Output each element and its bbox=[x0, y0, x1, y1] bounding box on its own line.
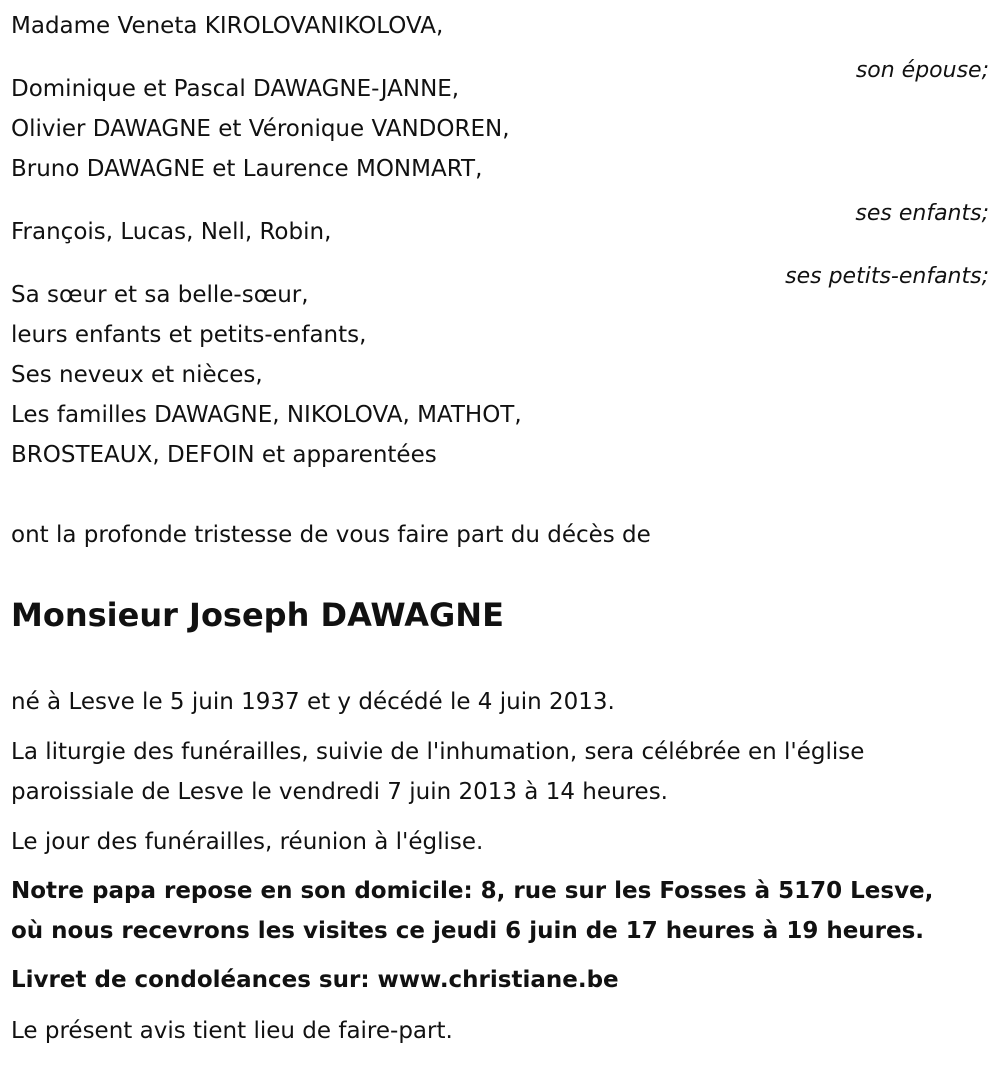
announcement-text: ont la profonde tristesse de vous faire part du décès de bbox=[11, 522, 651, 548]
spouse-role: son épouse; bbox=[855, 58, 989, 83]
liturgy-line: La liturgie des funérailles, suivie de l'inhumation, sera célébrée en l'église bbox=[11, 739, 865, 765]
grandchildren-role: ses petits-enfants; bbox=[785, 264, 989, 289]
liturgy-line: paroissiale de Lesve le vendredi 7 juin 2013 à 14 heures. bbox=[11, 779, 668, 805]
meeting-text: Le jour des funérailles, réunion à l'église. bbox=[11, 829, 484, 855]
grandchildren-names: François, Lucas, Nell, Robin, bbox=[11, 219, 332, 245]
visits-line: Notre papa repose en son domicile: 8, rue sur les Fosses à 5170 Lesve, bbox=[11, 878, 934, 904]
other-relatives-line: Sa sœur et sa belle-sœur, bbox=[11, 282, 309, 308]
birth-death-text: né à Lesve le 5 juin 1937 et y décédé le 4 juin 2013. bbox=[11, 689, 615, 715]
condolences-text: Livret de condoléances sur: www.christiane.be bbox=[11, 967, 619, 993]
deceased-name: Monsieur Joseph DAWAGNE bbox=[11, 596, 504, 634]
children-role: ses enfants; bbox=[855, 201, 989, 226]
other-relatives-line: leurs enfants et petits-enfants, bbox=[11, 322, 367, 348]
spouse-name: Madame Veneta KIROLOVANIKOLOVA, bbox=[11, 13, 444, 39]
child-line: Olivier DAWAGNE et Véronique VANDOREN, bbox=[11, 116, 510, 142]
visits-line: où nous recevrons les visites ce jeudi 6 juin de 17 heures à 19 heures. bbox=[11, 918, 925, 944]
child-line: Bruno DAWAGNE et Laurence MONMART, bbox=[11, 156, 483, 182]
child-line: Dominique et Pascal DAWAGNE-JANNE, bbox=[11, 76, 460, 102]
other-relatives-line: Les familles DAWAGNE, NIKOLOVA, MATHOT, bbox=[11, 402, 522, 428]
other-relatives-line: BROSTEAUX, DEFOIN et apparentées bbox=[11, 442, 437, 468]
notice-text: Le présent avis tient lieu de faire-part. bbox=[11, 1018, 453, 1044]
other-relatives-line: Ses neveux et nièces, bbox=[11, 362, 263, 388]
